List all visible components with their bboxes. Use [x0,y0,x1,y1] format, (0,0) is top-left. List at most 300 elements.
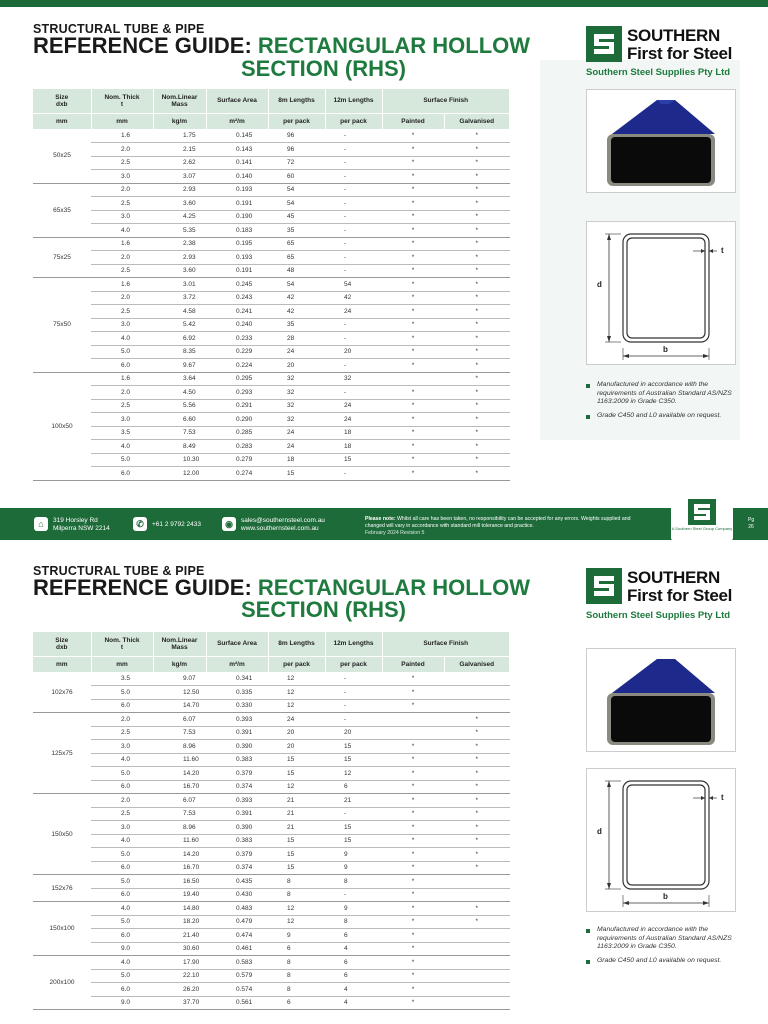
table-cell: 2.62 [153,156,206,170]
table-cell: * [444,399,510,413]
table-cell: 2.5 [91,197,153,211]
table-cell: 3.0 [91,210,153,224]
table-row [33,902,510,916]
table-cell: 1.75 [153,129,206,143]
table-cell: 0.435 [206,875,268,889]
table-cell: 30.60 [153,942,206,956]
table-cell: 8 [268,956,325,970]
table-row [33,413,510,427]
footer-disclaimer: Please note: Whilst all care has been taken, no responsibility can be accepted for any errors. Weights supplied and changed will vary in accordance with standard mill tolerance and practice. February 2024 Revision 5 [365,516,631,536]
table-cell: 0.193 [206,183,268,197]
table-cell: 12 [268,915,325,929]
table-cell: 3.5 [91,426,153,440]
table-cell: * [382,224,444,238]
table-cell: * [382,996,444,1010]
table-cell: * [444,780,510,794]
table-cell: 6 [268,996,325,1010]
table-cell: - [325,359,382,373]
table-cell: 6.0 [91,929,153,943]
table-cell: 96 [268,143,325,157]
globe-icon: ◉ [222,517,236,531]
table-cell: * [382,807,444,821]
table-cell: 32 [268,413,325,427]
table-cell: * [444,753,510,767]
table-cell: 3.0 [91,821,153,835]
table-cell: 21 [268,821,325,835]
table-cell: * [382,834,444,848]
table-cell: 0.379 [206,767,268,781]
table-cell: * [382,942,444,956]
table-cell: 8 [268,969,325,983]
table-cell: 24 [325,399,382,413]
table-cell: 6.07 [153,713,206,727]
table-cell: 12 [325,767,382,781]
table-cell: * [382,413,444,427]
table-cell: 4 [325,942,382,956]
table-row [33,875,510,889]
footer-contact [241,517,325,533]
table-cell: 72 [268,156,325,170]
table-cell: * [444,129,510,143]
table-cell: * [382,183,444,197]
table-cell: 5.0 [91,686,153,700]
table-cell: 0.233 [206,332,268,346]
table-cell: 0.240 [206,318,268,332]
table-cell: 5.0 [91,915,153,929]
table-cell: * [382,794,444,808]
table-cell: 2.93 [153,251,206,265]
table-cell: 0.290 [206,413,268,427]
company-logo [586,26,746,66]
table-cell: * [382,969,444,983]
col-8m: 8m Lengths [268,89,325,113]
table-cell: 6 [325,929,382,943]
table-row [33,821,510,835]
table-cell: * [444,794,510,808]
table-cell: - [325,224,382,238]
table-cell [444,942,510,956]
logo-line2: First for Steel [627,586,733,605]
table-cell: 8.35 [153,345,206,359]
table-cell: 6.0 [91,861,153,875]
table-cell: 20 [325,345,382,359]
table-cell: * [444,278,510,292]
table-cell: 12.00 [153,467,206,481]
table-cell: * [382,467,444,481]
table-cell: 19.40 [153,888,206,902]
table-cell: 12.50 [153,686,206,700]
table-cell: 0.341 [206,672,268,686]
table-cell: 3.0 [91,318,153,332]
table-cell: 17.90 [153,956,206,970]
table-cell: 2.5 [91,156,153,170]
table-cell: 42 [268,291,325,305]
table-cell: * [444,372,510,386]
table-cell: * [382,264,444,278]
table-cell: 0.191 [206,197,268,211]
table-cell: * [444,291,510,305]
table-cell: * [444,726,510,740]
table-cell: 0.483 [206,902,268,916]
table-row [33,672,510,686]
table-cell: 3.0 [91,170,153,184]
table-cell: 4.0 [91,834,153,848]
table-cell: * [382,686,444,700]
table-cell: * [444,183,510,197]
table-cell: 54 [268,197,325,211]
size-cell: 152x76 [33,875,91,902]
logo-line2: First for Steel [627,44,733,63]
table-cell: * [444,426,510,440]
table-cell: * [382,386,444,400]
table-cell: 15 [268,767,325,781]
table-row [33,237,510,251]
table-cell: 3.60 [153,197,206,211]
table-cell: 6.0 [91,780,153,794]
table-cell: 0.143 [206,143,268,157]
table-cell: 6 [325,969,382,983]
spec-notes [586,926,746,970]
table-row [33,956,510,970]
table-cell [382,726,444,740]
size-cell: 125x75 [33,713,91,794]
table-cell: 8 [268,875,325,889]
table-cell [444,996,510,1010]
table-cell: 2.0 [91,251,153,265]
table-cell: 2.5 [91,726,153,740]
table-cell: 18 [325,440,382,454]
table-cell: * [382,426,444,440]
table-cell: * [444,156,510,170]
table-cell: 8 [325,875,382,889]
table-cell: 0.243 [206,291,268,305]
table-cell: - [325,699,382,713]
table-row [33,278,510,292]
table-cell: - [325,183,382,197]
table-cell: 0.145 [206,129,268,143]
table-cell: 9.67 [153,359,206,373]
company-name: Southern Steel Supplies Pty Ltd [586,67,731,78]
logo-line1: SOUTHERN [627,26,720,45]
table-cell: 8 [268,888,325,902]
footer-web[interactable]: www.southernsteel.com.au [241,525,319,532]
table-cell: * [444,413,510,427]
table-cell: 0.285 [206,426,268,440]
table-cell: 5.0 [91,453,153,467]
table-cell [444,956,510,970]
table-cell: 5.0 [91,345,153,359]
table-cell: 5.35 [153,224,206,238]
size-cell: 102x76 [33,672,91,713]
table-cell: 2.5 [91,305,153,319]
table-cell: * [382,699,444,713]
table-cell: 18 [325,426,382,440]
table-cell: 18.20 [153,915,206,929]
size-cell: 100x50 [33,372,91,480]
table-cell: 28 [268,332,325,346]
table-cell: 4.0 [91,224,153,238]
table-cell: 2.0 [91,794,153,808]
table-cell: * [444,264,510,278]
table-row [33,183,510,197]
table-cell: 0.474 [206,929,268,943]
table-cell: 32 [268,372,325,386]
table-cell: 1.6 [91,237,153,251]
table-cell: 6.0 [91,983,153,997]
table-cell: 6 [325,956,382,970]
table-cell: 16.50 [153,875,206,889]
table-cell: 15 [268,834,325,848]
top-brand-bar [0,0,768,7]
table-cell: 7.53 [153,426,206,440]
table-cell: 54 [268,183,325,197]
header-title-line2: SECTION (RHS) [241,56,406,81]
table-cell: 6 [325,780,382,794]
header-title-line2: SECTION (RHS) [241,597,406,622]
table-cell: 15 [268,467,325,481]
tube-photo [586,648,736,752]
table-row [33,929,510,943]
col-12m: 12m Lengths [325,89,382,113]
table-row [33,713,510,727]
table-cell: * [382,767,444,781]
page-number: Pg 26 [748,517,755,530]
footer-email[interactable]: sales@southernsteel.com.au [241,517,325,524]
table-cell: 4 [325,983,382,997]
table-cell [382,372,444,386]
table-row [33,197,510,211]
table-row [33,780,510,794]
table-row [33,305,510,319]
table-cell: 37.70 [153,996,206,1010]
table-cell: * [444,345,510,359]
table-cell: * [382,740,444,754]
footer-address: 319 Horsley Rd Milperra NSW 2214 [53,517,110,532]
table-cell: 9.07 [153,672,206,686]
logo-s-icon [586,568,622,604]
table-cell: 24 [268,345,325,359]
table-cell: 18 [268,453,325,467]
table-cell: 5.0 [91,848,153,862]
table-cell: 32 [325,372,382,386]
table-cell: 6.0 [91,467,153,481]
table-cell: 3.0 [91,413,153,427]
table-cell [444,969,510,983]
header-subtitle: STRUCTURAL TUBE & PIPE [33,564,205,578]
table-cell: 65 [268,251,325,265]
table-cell: 2.15 [153,143,206,157]
table-cell: 6.92 [153,332,206,346]
table-cell: 2.0 [91,713,153,727]
table-cell: 8 [268,983,325,997]
table-cell: 1.6 [91,129,153,143]
spec-notes [586,381,746,425]
logo-line1: SOUTHERN [627,568,720,587]
table-cell: 15 [268,848,325,862]
table-cell: 60 [268,170,325,184]
table-cell: 6.60 [153,413,206,427]
size-cell: 50x25 [33,129,91,183]
table-cell: 2.38 [153,237,206,251]
table-cell: * [382,440,444,454]
header-title: REFERENCE GUIDE: RECTANGULAR HOLLOW [33,33,531,58]
table-cell: * [382,291,444,305]
table-cell: 5.0 [91,767,153,781]
table-cell: 0.293 [206,386,268,400]
table-cell: 0.245 [206,278,268,292]
table-cell: 0.583 [206,956,268,970]
table-cell: 0.330 [206,699,268,713]
table-cell: * [444,237,510,251]
table-cell: 0.140 [206,170,268,184]
table-cell: * [444,305,510,319]
table-cell: * [444,440,510,454]
table-cell: 16.70 [153,780,206,794]
table-cell: * [444,467,510,481]
table-row [33,726,510,740]
rhs-dimension-diagram [586,221,736,365]
table-cell: 48 [268,264,325,278]
table-cell: 15 [325,740,382,754]
size-cell: 150x50 [33,794,91,875]
table-cell: 9.0 [91,942,153,956]
table-cell: * [382,305,444,319]
table-cell: 0.183 [206,224,268,238]
table-row [33,767,510,781]
table-cell: 26.20 [153,983,206,997]
table-cell: 12 [268,686,325,700]
table-row [33,467,510,481]
table-cell: 24 [268,440,325,454]
table-row [33,942,510,956]
table-cell: 20 [268,740,325,754]
table-cell: 1.6 [91,372,153,386]
table-cell: * [382,278,444,292]
spec-note: Manufactured in accordance with the requirements of Australian Standard AS/NZS 1163:2009 in Grade C350. [586,381,746,407]
table-cell [444,875,510,889]
table-cell: * [382,318,444,332]
table-cell: 0.195 [206,237,268,251]
table-cell [444,983,510,997]
table-cell: 5.0 [91,875,153,889]
table-cell: 16.70 [153,861,206,875]
table-cell: - [325,686,382,700]
table-cell: * [444,251,510,265]
table-cell: 0.229 [206,345,268,359]
col-thick: Nom. Thick t [91,89,153,113]
table-cell: 7.53 [153,726,206,740]
table-cell: 5.56 [153,399,206,413]
table-cell [444,699,510,713]
table-row [33,251,510,265]
table-cell: 2.0 [91,386,153,400]
table-cell: 0.393 [206,713,268,727]
table-cell: 12 [268,672,325,686]
table-cell: * [382,915,444,929]
dim-d-label: d [597,280,602,289]
table-cell: 21 [268,807,325,821]
col-mass: Nom.Linear Mass [153,89,206,113]
table-cell: 11.60 [153,753,206,767]
table-cell: 0.374 [206,861,268,875]
rhs-table-page2: Size dxb Nom. Thick t Nom.Linear Mass Surface Area 8m Lengths 12m Lengths Surface Finish mm mm kg/m m²/m per pack per pack Painted Galvanised 102x76 3.5 9.07 0.341 12 - * 5.0 12.50 0.335 12 - * 6.0 14.70 0.330 12 - * 125x75 2.0 6.07 0.393 24 - * 2.5 7.53 0.391 20 20 * 3.0 8.96 0.390 20 15 * * 4.0 11.60 0.383 15 15 * * 5.0 14.20 0.379 15 12 * * 6.0 16.70 0.374 12 6 * * 150x50 2.0 6.07 0.393 21 21 * * 2.5 7.53 0.391 21 - * * 3.0 8.96 0.390 21 15 * * 4.0 11.60 0.383 15 15 * * 5.0 14.20 0.379 15 9 * * 6.0 16.70 0.374 15 9 * * 152x76 5.0 16.50 0.435 8 8 * 6.0 19.40 0.430 8 - * 150x100 4.0 14.80 0.483 12 9 * * 5.0 18.20 0.479 12 8 * * 6.0 21.40 0.474 9 6 * 9.0 30.60 0.461 6 4 * 200x100 4.0 17.90 0.583 8 6 * 5.0 22.10 0.579 8 6 * 6.0 26.20 0.574 8 4 * 9.0 37.70 0.561 6 4 * [33,632,510,1010]
table-cell: 2.5 [91,399,153,413]
table-row [33,264,510,278]
col-finish: Surface Finish [382,89,510,113]
logo-s-icon [586,26,622,62]
table-row [33,291,510,305]
size-cell: 75x50 [33,278,91,373]
table-cell: * [382,197,444,211]
table-cell: 3.01 [153,278,206,292]
group-logo-icon [688,499,716,525]
table-cell: 24 [325,413,382,427]
table-cell: 4.25 [153,210,206,224]
dim-b-label: b [663,345,668,354]
table-row [33,699,510,713]
col-size: Size dxb [33,89,91,113]
table-cell: 4.50 [153,386,206,400]
table-cell: * [444,807,510,821]
table-cell: 0.393 [206,794,268,808]
spec-note: Manufactured in accordance with the requirements of Australian Standard AS/NZS 1163:2009 in Grade C350. [586,926,746,952]
table-cell: * [444,848,510,862]
table-cell: * [382,902,444,916]
table-row [33,848,510,862]
table-cell: * [382,237,444,251]
table-cell: 12 [268,699,325,713]
table-cell: 20 [268,359,325,373]
table-cell: * [382,156,444,170]
table-cell: 8.96 [153,821,206,835]
table-cell: 3.64 [153,372,206,386]
table-cell: * [444,861,510,875]
table-cell: 0.224 [206,359,268,373]
table-cell [444,888,510,902]
rhs-table-page1: Size dxb Nom. Thick t Nom.Linear Mass Surface Area 8m Lengths 12m Lengths Surface Finish mm mm kg/m m²/m per pack per pack Painted Galvanised 50x25 1.6 1.75 0.145 96 - * * 2.0 2.15 0.143 96 - * * 2.5 2.62 0.141 72 - * * 3.0 3.07 0.140 60 - * * 65x35 2.0 2.93 0.193 54 - * * 2.5 3.60 0.191 54 - * * 3.0 4.25 0.190 45 - * * 4.0 5.35 0.183 35 - * * 75x25 1.6 2.38 0.195 65 - * * 2.0 2.93 0.193 65 - * * 2.5 3.60 0.191 48 - * * 75x50 1.6 3.01 0.245 54 54 * * 2.0 3.72 0.243 42 42 * * 2.5 4.58 0.241 42 24 * * 3.0 5.42 0.240 35 - * * 4.0 6.92 0.233 28 - * * 5.0 8.35 0.229 24 20 * * 6.0 9.67 0.224 20 - * * 100x50 1.6 3.64 0.295 32 32 * 2.0 4.50 0.293 32 - * * 2.5 5.56 0.291 32 24 * * 3.0 6.60 0.290 32 24 * * 3.5 7.53 0.285 24 18 * * 4.0 8.49 0.283 24 18 * * 5.0 10.30 0.279 18 15 * * 6.0 12.00 0.274 15 - * * [33,89,510,481]
table-cell: 0.193 [206,251,268,265]
table-cell: * [382,956,444,970]
table-cell: * [382,453,444,467]
table-cell: * [382,848,444,862]
table-cell: 0.141 [206,156,268,170]
table-cell: 6.0 [91,359,153,373]
footer-phone[interactable]: +61 2 9792 2433 [152,521,201,528]
table-cell: 3.07 [153,170,206,184]
table-cell: * [444,834,510,848]
table-cell: 12 [268,780,325,794]
table-cell: 0.390 [206,740,268,754]
table-cell: 24 [268,426,325,440]
table-cell: 21 [268,794,325,808]
table-cell: 9 [325,848,382,862]
table-cell: 15 [268,753,325,767]
table-cell: * [444,143,510,157]
size-cell: 75x25 [33,237,91,278]
table-row [33,983,510,997]
table-cell: 14.70 [153,699,206,713]
table-cell: * [382,929,444,943]
table-row [33,210,510,224]
table-cell: 0.391 [206,726,268,740]
table-row [33,794,510,808]
table-cell: 45 [268,210,325,224]
table-cell: 0.283 [206,440,268,454]
table-row [33,372,510,386]
table-cell: 0.390 [206,821,268,835]
tube-photo [586,89,736,193]
table-cell: * [444,713,510,727]
